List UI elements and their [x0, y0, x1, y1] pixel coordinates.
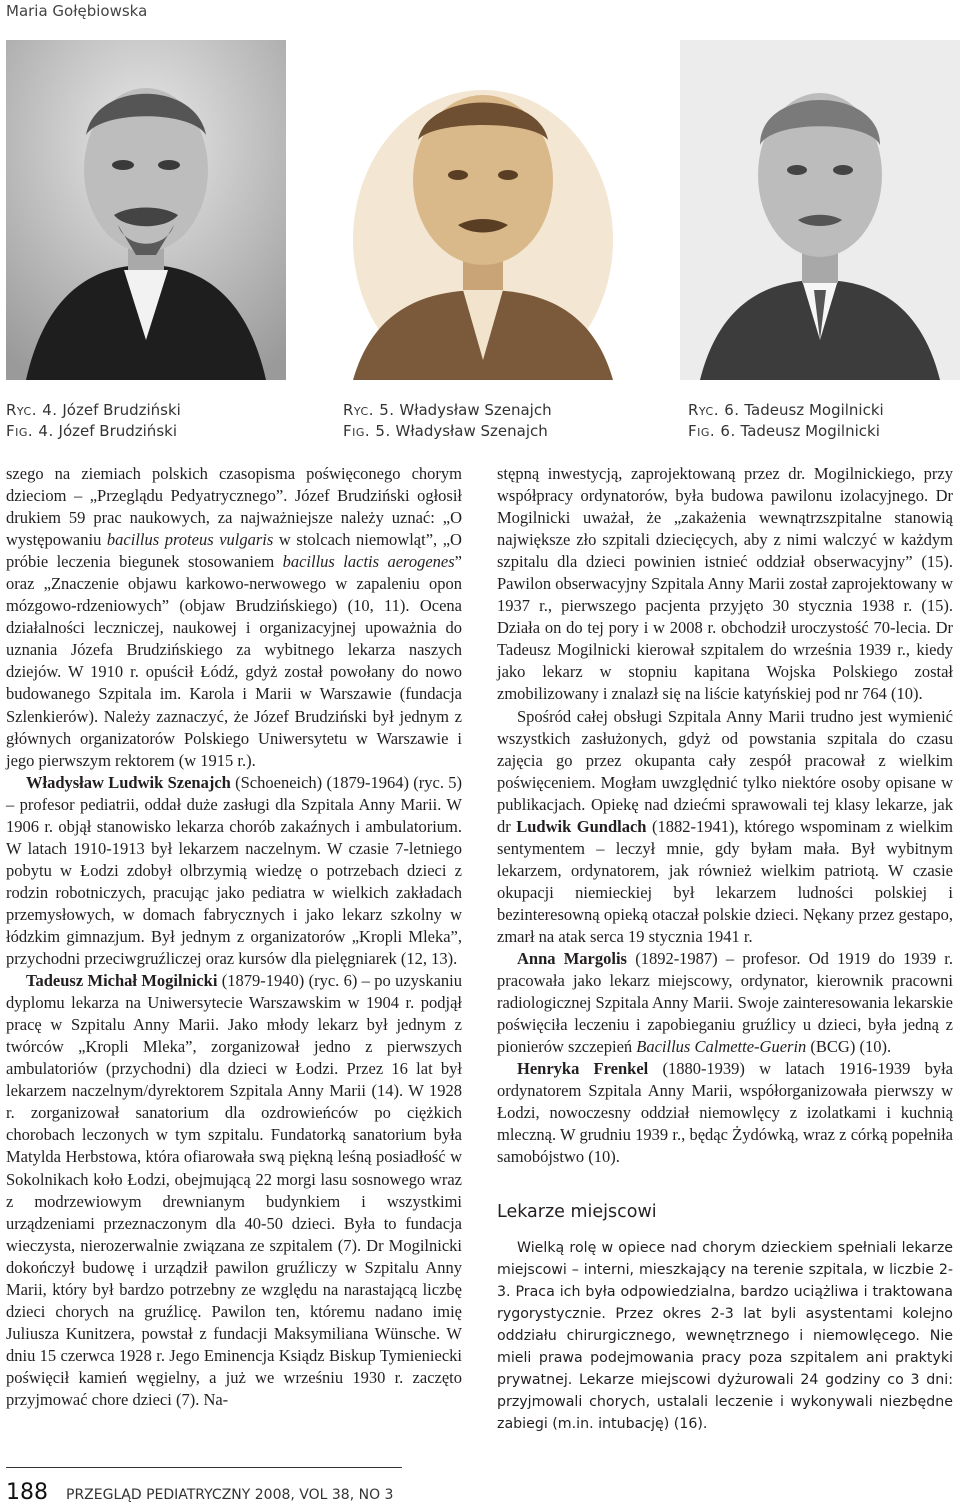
section-heading: Lekarze miejscowi	[497, 1201, 657, 1222]
person-name: Tadeusz Michał Mogilnicki	[26, 971, 218, 991]
figure-name-en: Józef Brudziński	[58, 422, 177, 440]
paragraph-gundlach: Spośród całej obsługi Szpitala Anny Marii trudno jest wymienić wszystkich zasłużonych, gdyż od powstania szpitala do czasu zajęcia go przez okupanta cały zespół pracował z wielkim poświęceniem. Mogłam uwzględnić tylko niektóre osoby opisane w publikacjach. Opiekę nad dziećmi sprawowali tej klasy lekarze, jak dr Ludwik Gundlach (1882-1941), którego wspominam z wielkim sentymentem – leczył mnie, gdy byłam mała. Był wybitnym lekarzem, ordynatorem, jak również wielkim patriotą. W czasie okupacji niemieckiej był lekarzem ludności polskiej i bezinteresowną opieką otaczał polskie dzieci. Nękany przez gestapo, zmarł na atak serca 19 stycznia 1941 r.	[497, 706, 954, 946]
paragraph-mogilnicki: Tadeusz Michał Mogilnicki (1879-1940) (ryc. 6) – po uzyskaniu dyplomu lekarza na Uniwersytecie Warszawskim w 1904 r. podjął pracę w Szpitalu Anny Marii. Jako młody lekarz był jednym z twórców „Kropli Mleka”, zorganizował jedno z pierwszych ambulatoriów (przychodni) dla dzieci w Łodzi. Przez 16 lat był lekarzem naczelnym/dyrektorem Szpitala Anny Marii (14). W 1928 r. zorganizował sanatorium dla ozdrowieńców po ciężkich chorobach leczonych w tym szpitalu. Fundatorką sanatorium była Matylda Herbstowa, która ofiarowała swą piękną leśną posiadłość w Sokolnikach koło Łodzi, obejmującą 22 morgi lasu sosnowego wraz z modrzewiowym drewnianym budynkiem i wszystkimi urządzeniami przeznaczonym dla 40-50 dzieci. Była to fundacja wieczysta, nierozerwalnie związana ze szpitalem (7). Dr Mogilnicki dokończył budowę i urządził pawilon gruźliczy w Szpitalu Anny Marii, który był bardzo potrzebny ze względu na narastającą liczbę dzieci chorych na gruźlicę. Pawilon ten, któremu nadano imię Juliusza Kunitzera, powstał z fundacji Maksymiliana Wünsche. W dniu 15 czerwca 1928 r. Jego Eminencja Ksiądz Biskup Tymieniecki poświęcił kamień węgielny, a już we wrześniu 1930 r. zaczęto przyjmować chore dzieci (7). Na-	[6, 971, 462, 1409]
running-header-author: Maria Gołębiowska	[6, 2, 148, 20]
figure-name-en: Tadeusz Mogilnicki	[740, 422, 880, 440]
text-column-right	[497, 463, 953, 1435]
person-name: Anna Margolis	[517, 949, 627, 969]
figure-label-en: Fig. 6.	[688, 422, 736, 440]
figure-name-en: Władysław Szenajch	[395, 422, 548, 440]
paragraph-local-doctors: Wielką rolę w opiece nad chorym dzieckiem spełniali lekarze miejscowi – interni, mieszkający na terenie szpitala, w liczbie 2-3. Praca ich była odpowiedzialna, bardzo uciążliwa i traktowana rygorystycznie. Przez okres 2-3 lat byli asystentami kolejno oddziału chirurgicznego, wewnętrznego i niemowlęcego. Nie mieli prawa podejmowania pracy poza szpitalem ani praktyki prywatnej. Lekarze miejscowi dyżurowali 24 godziny co 3 dni: przyjmowali chorych, ustalali leczenie i wykonywali niezbędne zabiegi (m.in. intubację) (16).	[497, 1239, 953, 1433]
portrait-photo-szenajch	[343, 40, 623, 380]
italic-term: bacillus lactis aerogenes	[282, 552, 455, 572]
figure-label: Ryc. 6.	[688, 401, 740, 419]
italic-term: Bacillus Calmette-Guerin	[636, 1037, 807, 1057]
figure-caption	[688, 400, 884, 442]
figure-caption	[343, 400, 552, 442]
paragraph-continuation: stępną inwestycją, zaprojektowaną przez dr. Mogilnickiego, przy współpracy ordynatorów, była budowa pawilonu izolacyjnego. Dr Mogilnicki uważał, że „zakażenia wewnątrzszpitalne stanowią największe zło szpitali dziecięcych, aby z nimi walczyć w każdym szpitalu dla dzieci powinien istnieć oddział obserwacyjny” (15). Pawilon obserwacyjny Szpitala Anny Marii został zaprojektowany w 1937 r., pierwszego pacjenta przyjęto 30 stycznia 1938 r. (15). Działa on do tej pory i w 2008 r. obchodził uroczystość 70-lecia. Dr Tadeusz Mogilnicki kierował szpitalem do września 1939 r., kiedy jako lekarz w stopniu kapitana Wojska Polskiego został zmobilizowany i znalazł się na liście katyńskiej pod nr 764 (10).	[497, 464, 953, 704]
figure-caption	[6, 400, 181, 442]
journal-title: PRZEGLĄD PEDIATRYCZNY 2008, VOL 38, NO 3	[66, 1487, 394, 1503]
figure-label: Ryc. 4.	[6, 401, 58, 419]
figure-label-en: Fig. 5.	[343, 422, 391, 440]
figure-label-en: Fig. 4.	[6, 422, 54, 440]
italic-term: bacillus proteus vulgaris	[106, 530, 274, 550]
paragraph-margolis: Anna Margolis (1892-1987) – profesor. Od 1919 do 1939 r. pracowała jako lekarz miejscowy, ordynator, kierownik pracowni radiologicznej Szpitala Anny Marii. Swoje zainteresowania lekarskie poświęciła leczeniu i zapobieganiu gruźlicy u dzieci, była jedną z pionierów szczepień Bacillus Calmette-Guerin (BCG) (10).	[497, 949, 953, 1057]
figure-name: Tadeusz Mogilnicki	[744, 401, 884, 419]
person-name: Henryka Frenkel	[517, 1059, 649, 1079]
paragraph-frenkel: Henryka Frenkel (1880-1939) w latach 1916-1939 była ordynatorem Szpitala Anny Marii, współorganizowała pierwszy w Łodzi, nowoczesny oddział niemowlęcy z izolatkami i kuchnią mleczną. W grudniu 1939 r., będąc Żydówką, wraz z córką popełniła samobójstwo (10).	[497, 1059, 953, 1167]
portrait-photo-mogilnicki	[680, 40, 960, 380]
figure-name: Władysław Szenajch	[399, 401, 552, 419]
portrait-photo-brudzinski	[6, 40, 286, 380]
person-name: Władysław Ludwik Szenajch	[26, 772, 231, 792]
paragraph-szenajch: Władysław Ludwik Szenajch (Schoeneich) (1879-1964) (ryc. 5) – profesor pediatrii, oddał duże zasługi dla Szpitala Anny Marii. W 1906 r. objął stanowisko lekarza chorób zakaźnych i ambulatorium. W latach 1910-1913 był lekarzem naczelnym. W czasie 7-letniego pobytu w Łodzi zdobył olbrzymią wiedzę o potrzebach dzieci z rodzin robotniczych, pracując jako pediatra w wielkich zakładach przemysłowych, w domach fabrycznych i jako lekarz szkolny w łódzkim gimnazjum. Był jednym z organizatorów „Kropli Mleka”, przychodni przeciwgruźliczej oraz kursów dla pielęgniarek (12, 13).	[6, 772, 462, 969]
page-footer	[6, 1480, 393, 1505]
figure-name: Józef Brudziński	[62, 401, 181, 419]
text-column-left	[6, 463, 462, 1411]
page-number: 188	[6, 1480, 48, 1505]
paragraph-brudzinski: szego na ziemiach polskich czasopisma poświęconego chorym dzieciom – „Przeglądu Pedyatrycznego”. Józef Brudziński ogłosił drukiem 59 prac naukowych, za najważniejsze należy uznać: „O występowaniu bacillus proteus vulgaris w stolcach niemowląt”, „O próbie leczenia biegunek stosowaniem bacillus lactis aerogenes” oraz „Znaczenie objawu karkowo-nerwowego w zapaleniu opon mózgowo-rdzeniowych” (objaw Brudzińskiego) (10, 11). Ocena działalności leczniczej, naukowej i organizacyjnej upoważnia do uznania Józefa Brudzińskiego za wybitnego lekarza naszych dziejów. W 1910 r. opuścił Łódź, gdyż został powołany do nowo budowanego Szpitala im. Karola i Marii w Warszawie (fundacja Szlenkierów). Należy zaznaczyć, że Józef Brudziński był jednym z głównych organizatorów Polskiego Uniwersytetu w Warszawie i jego pierwszym rektorem (w 1915 r.).	[6, 464, 462, 770]
figure-label: Ryc. 5.	[343, 401, 395, 419]
person-name: Ludwik Gundlach	[516, 816, 647, 836]
footer-divider	[6, 1467, 402, 1468]
